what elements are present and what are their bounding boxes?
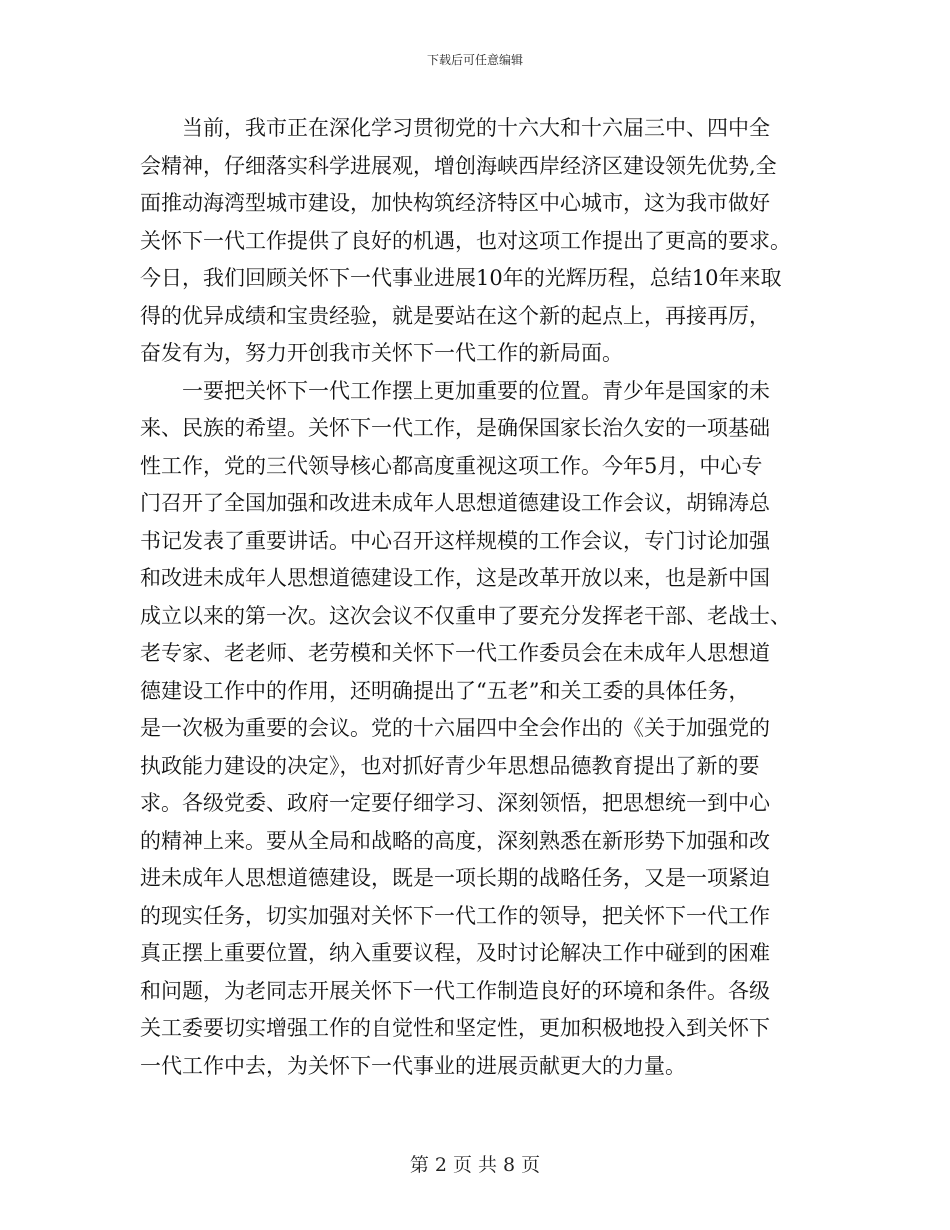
- body-line: 一要把关怀下一代工作摆上更加重要的位置。青少年是国家的未: [140, 378, 770, 403]
- body-line: 求。各级党委、政府一定要仔细学习、深刻领悟，把思想统一到中心: [140, 791, 770, 815]
- body-line: 和改进未成年人思想道德建设工作，这是改革开放以来，也是新中国: [140, 566, 770, 590]
- body-line: 执政能力建设的决定》，也对抓好青少年思想品德教育提出了新的要: [140, 753, 760, 778]
- body-line: 门召开了全国加强和改进未成年人思想道德建设工作会议，胡锦涛总: [140, 491, 770, 515]
- body-line: 性工作，党的三代领导核心都高度重视这项工作。今年5月，中心专: [140, 453, 763, 478]
- body-line: 奋发有为，努力开创我市关怀下一代工作的新局面。: [140, 341, 623, 365]
- body-line: 德建设工作中的作用，还明确提出了“五老”和关工委的具体任务，: [140, 678, 750, 703]
- body-line: 是一次极为重要的会议。党的十六届四中全会作出的《关于加强党的: [140, 716, 770, 740]
- body-line: 的现实任务，切实加强对关怀下一代工作的领导，把关怀下一代工作: [140, 903, 770, 928]
- body-line: 进未成年人思想道德建设，既是一项长期的战略任务，又是一项紧迫: [140, 866, 770, 890]
- body-line: 关怀下一代工作提供了良好的机遇，也对这项工作提出了更高的要求。: [140, 228, 791, 253]
- page-header-note: 下载后可任意编辑: [426, 53, 523, 67]
- body-line: 当前，我市正在深化学习贯彻党的十六大和十六届三中、四中全: [140, 116, 770, 140]
- body-line: 老专家、老老师、老劳模和关怀下一代工作委员会在未成年人思想道: [140, 641, 770, 665]
- body-line: 书记发表了重要讲话。中心召开这样规模的工作会议，专门讨论加强: [140, 528, 770, 553]
- body-line: 一代工作中去，为关怀下一代事业的进展贡献更大的力量。: [140, 1053, 686, 1078]
- body-line: 今日，我们回顾关怀下一代事业进展10年的光辉历程，总结10年来取: [140, 266, 782, 290]
- body-line: 成立以来的第一次。这次会议不仅重申了要充分发挥老干部、老战士、: [140, 603, 791, 628]
- body-line: 和问题，为老同志开展关怀下一代工作制造良好的环境和条件。各级: [140, 978, 770, 1003]
- body-line: 来、民族的希望。关怀下一代工作，是确保国家长治久安的一项基础: [140, 416, 770, 440]
- body-line: 面推动海湾型城市建设，加快构筑经济特区中心城市，这为我市做好: [140, 191, 770, 215]
- body-line: 的精神上来。要从全局和战略的高度，深刻熟悉在新形势下加强和改: [140, 828, 770, 853]
- body-line: 会精神，仔细落实科学进展观，增创海峡西岸经济区建设领先优势,全: [140, 153, 777, 178]
- document-body: [140, 110, 820, 1085]
- body-line: 真正摆上重要位置，纳入重要议程，及时讨论解决工作中碰到的困难: [140, 941, 770, 965]
- page-number: 第 2 页 共 8 页: [409, 1154, 541, 1176]
- body-line: 得的优异成绩和宝贵经验，就是要站在这个新的起点上，再接再厉，: [140, 303, 770, 328]
- body-line: 关工委要切实增强工作的自觉性和坚定性，更加积极地投入到关怀下: [140, 1016, 770, 1040]
